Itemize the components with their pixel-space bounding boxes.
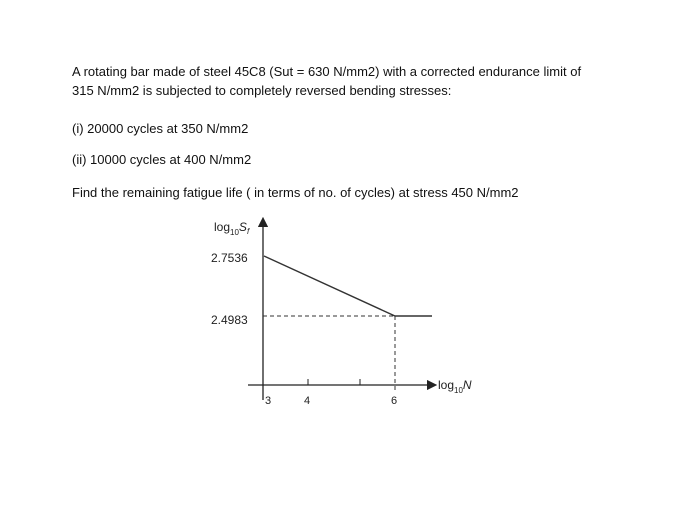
y-tick-label-high: 2.7536: [211, 251, 248, 265]
x-axis-label: $\log_{10}N$: [438, 378, 472, 395]
intro-line-2: 315 N/mm2 is subjected to completely reversed bending stresses:: [72, 83, 452, 98]
loading-case-1: (i) 20000 cycles at 350 N/mm2: [72, 121, 249, 136]
question-text: Find the remaining fatigue life ( in terms of no. of cycles) at stress 450 N/mm2: [72, 185, 519, 200]
x-tick-label-6: 6: [391, 395, 398, 407]
loading-case-2: (ii) 10000 cycles at 400 N/mm2: [72, 152, 252, 167]
intro-line-1: A rotating bar made of steel 45C8 (Sut = 630 N/mm2) with a corrected endurance limit of: [72, 64, 582, 79]
y-tick-label-low: 2.4983: [211, 313, 248, 327]
y-axis-label: $\log_{10}S_f$: [214, 220, 250, 237]
sn-curve-line: [264, 256, 432, 316]
x-tick-label-3: 3: [265, 395, 272, 407]
x-tick-label-4: 4: [304, 395, 311, 407]
